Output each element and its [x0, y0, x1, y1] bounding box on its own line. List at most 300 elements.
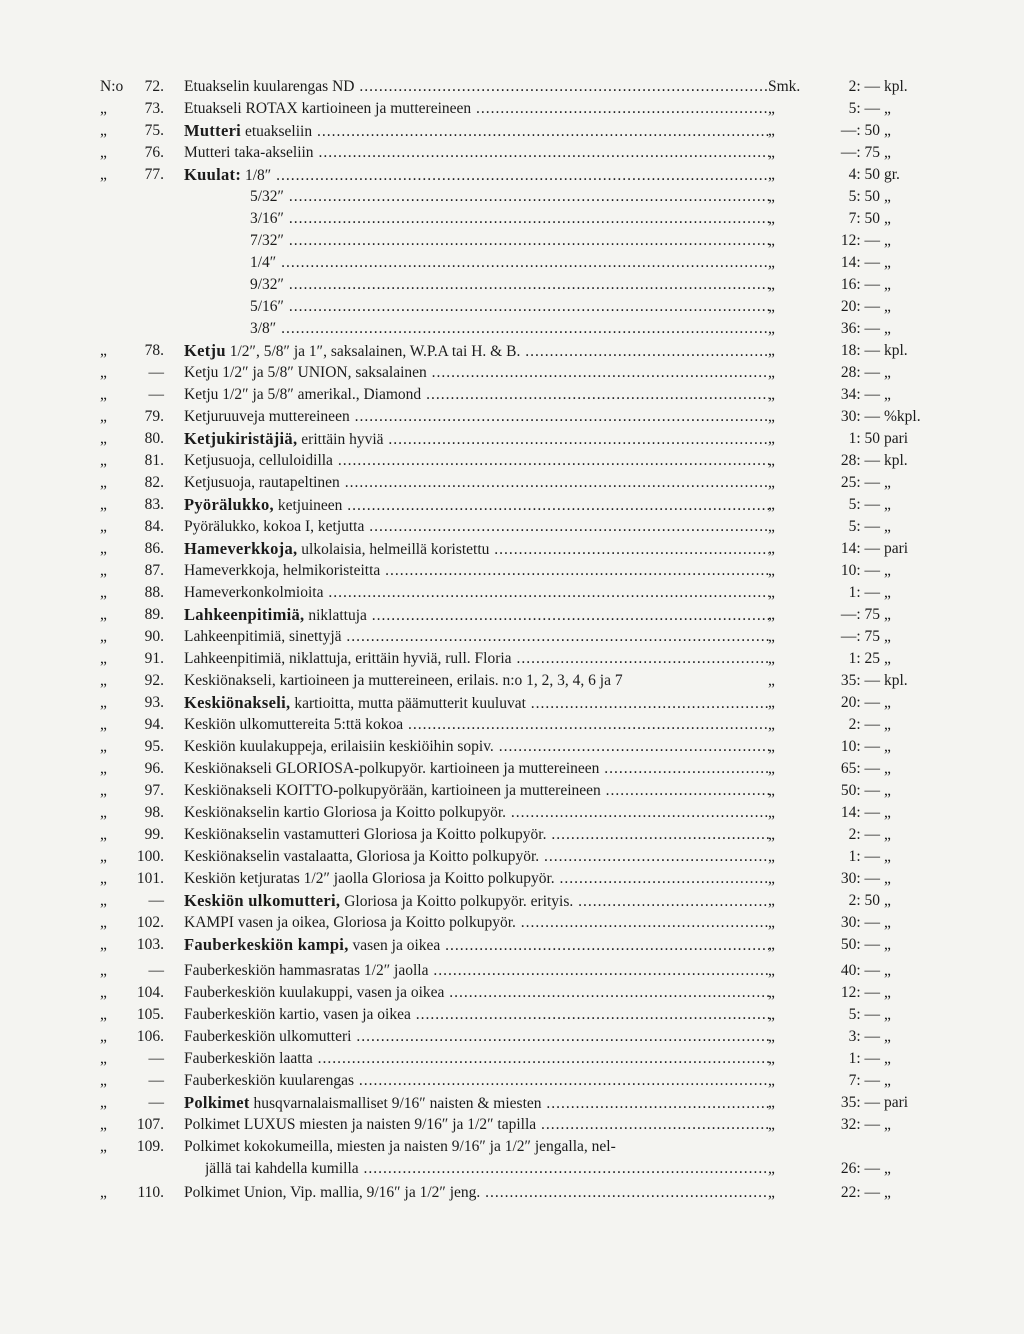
unit: „	[884, 1050, 891, 1067]
item-number: 91.	[144, 650, 164, 667]
item-number: 107.	[136, 1116, 164, 1133]
item-number: 81.	[144, 452, 164, 469]
unit: „	[884, 496, 891, 513]
item-number: 75.	[144, 122, 164, 139]
currency: „	[768, 1006, 775, 1023]
price: 20: —	[840, 298, 880, 315]
list-item	[0, 846, 1024, 867]
list-item	[0, 670, 1024, 691]
item-description: Pyörälukko, ketjuineen .....	[184, 494, 769, 516]
currency: „	[768, 716, 775, 733]
price: 35: —	[840, 672, 880, 689]
item-number: 99.	[144, 826, 164, 843]
price: 30: —	[840, 408, 880, 425]
unit: „	[884, 1160, 891, 1177]
row-prefix: „	[100, 342, 107, 359]
row-prefix: „	[100, 1184, 107, 1201]
price: 2: —	[848, 826, 880, 843]
item-number: 72.	[144, 78, 164, 95]
row-prefix: „	[100, 584, 107, 601]
item-description: 9/32″ .....	[250, 274, 769, 295]
row-prefix: „	[100, 100, 107, 117]
row-prefix: „	[100, 672, 107, 689]
row-prefix: „	[100, 804, 107, 821]
price: 4: 50	[848, 166, 880, 183]
unit: kpl.	[884, 452, 908, 469]
row-prefix: „	[100, 760, 107, 777]
unit: „	[884, 738, 891, 755]
row-prefix: „	[100, 694, 107, 711]
price: 50: —	[840, 782, 880, 799]
unit: „	[884, 694, 891, 711]
list-item	[0, 450, 1024, 471]
item-number: 100.	[136, 848, 164, 865]
item-description: Lahkeenpitimiä, sinettyjä .....	[184, 626, 769, 647]
list-item	[0, 516, 1024, 537]
unit: pari	[884, 430, 909, 447]
unit: „	[884, 144, 891, 161]
unit: kpl.	[884, 342, 908, 359]
currency: „	[768, 298, 775, 315]
currency: „	[768, 738, 775, 755]
item-number: 101.	[136, 870, 164, 887]
item-number: —	[148, 386, 164, 403]
row-prefix: „	[100, 870, 107, 887]
unit: pari	[884, 1094, 909, 1111]
item-description: Etuakselin kuularengas ND .....	[184, 76, 769, 97]
price: 7: 50	[848, 210, 880, 227]
unit: „	[884, 870, 891, 887]
row-prefix: „	[100, 1094, 107, 1111]
row-prefix: „	[100, 430, 107, 447]
unit: „	[884, 804, 891, 821]
row-prefix: „	[100, 364, 107, 381]
list-item	[0, 648, 1024, 669]
list-item	[0, 868, 1024, 889]
row-prefix: „	[100, 848, 107, 865]
unit: „	[884, 628, 891, 645]
list-item	[0, 120, 1024, 141]
item-number: 84.	[144, 518, 164, 535]
unit: „	[884, 650, 891, 667]
row-prefix: „	[100, 1050, 107, 1067]
price: 14: —	[840, 540, 880, 557]
item-number: 95.	[144, 738, 164, 755]
currency: „	[768, 232, 775, 249]
currency: „	[768, 1116, 775, 1133]
list-item	[0, 142, 1024, 163]
currency: „	[768, 320, 775, 337]
list-item	[0, 582, 1024, 603]
list-item	[0, 604, 1024, 625]
currency: „	[768, 430, 775, 447]
item-number: 86.	[144, 540, 164, 557]
list-item	[0, 736, 1024, 757]
item-description: Etuakseli ROTAX kartioineen ja muttereineen .....	[184, 98, 769, 119]
price: 10: —	[840, 562, 880, 579]
currency: „	[768, 144, 775, 161]
item-number: 106.	[136, 1028, 164, 1045]
price: 10: —	[840, 738, 880, 755]
price: 2: —	[848, 716, 880, 733]
currency: „	[768, 914, 775, 931]
unit: „	[884, 584, 891, 601]
currency: „	[768, 1160, 775, 1177]
item-description: Hameverkkoja, helmikoristeitta .....	[184, 560, 769, 581]
item-number: 92.	[144, 672, 164, 689]
item-description: 5/16″ .....	[250, 296, 769, 317]
unit: kpl.	[884, 78, 908, 95]
list-item	[0, 406, 1024, 427]
item-number: —	[148, 1072, 164, 1089]
list-item	[0, 538, 1024, 559]
row-prefix: „	[100, 914, 107, 931]
item-description: Hameverkonkolmioita .....	[184, 582, 769, 603]
price: 65: —	[840, 760, 880, 777]
item-description: Fauberkeskiön kartio, vasen ja oikea .....	[184, 1004, 769, 1025]
row-prefix: „	[100, 474, 107, 491]
row-prefix: „	[100, 1138, 107, 1155]
list-item	[0, 758, 1024, 779]
item-number: 98.	[144, 804, 164, 821]
price: 25: —	[840, 474, 880, 491]
item-number: 96.	[144, 760, 164, 777]
currency: „	[768, 386, 775, 403]
item-description: Keskiönakselin vastalaatta, Gloriosa ja Koitto polkupyör. .....	[184, 846, 769, 867]
row-prefix: „	[100, 984, 107, 1001]
price: 16: —	[840, 276, 880, 293]
item-description: Keskiön ketjuratas 1/2″ jaolla Gloriosa ja Koitto polkupyör. .....	[184, 868, 769, 889]
list-item	[0, 208, 1024, 229]
list-item	[0, 1158, 1024, 1179]
item-number: 82.	[144, 474, 164, 491]
item-number: 104.	[136, 984, 164, 1001]
item-number: —	[148, 1094, 164, 1111]
price: 7: —	[848, 1072, 880, 1089]
row-prefix: „	[100, 540, 107, 557]
unit: „	[884, 962, 891, 979]
item-description: Hameverkkoja, ulkolaisia, helmeillä koristettu .....	[184, 538, 769, 560]
list-item	[0, 318, 1024, 339]
price: 34: —	[840, 386, 880, 403]
price: 5: —	[848, 496, 880, 513]
item-description: 3/8″ .....	[250, 318, 769, 339]
currency: „	[768, 166, 775, 183]
list-item	[0, 960, 1024, 981]
unit: „	[884, 782, 891, 799]
item-description: Keskiönakseli, kartioitta, mutta päämutterit kuuluvat .....	[184, 692, 769, 714]
unit: „	[884, 892, 891, 909]
currency: „	[768, 848, 775, 865]
unit: „	[884, 100, 891, 117]
item-number: 87.	[144, 562, 164, 579]
price: 18: —	[840, 342, 880, 359]
row-prefix: „	[100, 716, 107, 733]
row-prefix: „	[100, 1072, 107, 1089]
item-description: 7/32″ .....	[250, 230, 769, 251]
item-number: 76.	[144, 144, 164, 161]
item-number: 78.	[144, 342, 164, 359]
list-item	[0, 428, 1024, 449]
currency: „	[768, 584, 775, 601]
currency: „	[768, 210, 775, 227]
currency: „	[768, 342, 775, 359]
item-description: Fauberkeskiön ulkomutteri .....	[184, 1026, 769, 1047]
item-number: 97.	[144, 782, 164, 799]
currency: „	[768, 804, 775, 821]
item-description: Fauberkeskiön hammasratas 1/2″ jaolla .....	[184, 960, 769, 981]
unit: „	[884, 474, 891, 491]
list-item	[0, 494, 1024, 515]
item-number: 109.	[136, 1138, 164, 1155]
item-description: Mutteri etuakseliin .....	[184, 120, 769, 142]
unit: %kpl.	[884, 408, 921, 425]
item-number: 79.	[144, 408, 164, 425]
item-description: Polkimet LUXUS miesten ja naisten 9/16″ ja 1/2″ tapilla .....	[184, 1114, 769, 1135]
currency: „	[768, 518, 775, 535]
list-item	[0, 692, 1024, 713]
item-description: Polkimet kokokumeilla, miesten ja naisten 9/16″ ja 1/2″ jengalla, nel-	[184, 1138, 616, 1155]
list-item	[0, 714, 1024, 735]
unit: „	[884, 320, 891, 337]
currency: „	[768, 276, 775, 293]
price: 1: —	[848, 848, 880, 865]
currency: „	[768, 672, 775, 689]
list-item	[0, 252, 1024, 273]
unit: kpl.	[884, 672, 908, 689]
item-description: Fauberkeskiön laatta .....	[184, 1048, 769, 1069]
unit: „	[884, 562, 891, 579]
item-description: Ketjusuoja, celluloidilla .....	[184, 450, 769, 471]
item-description: Lahkeenpitimiä, niklattuja .....	[184, 604, 769, 626]
unit: „	[884, 1184, 891, 1201]
currency: „	[768, 650, 775, 667]
currency: „	[768, 122, 775, 139]
list-item	[0, 186, 1024, 207]
currency: „	[768, 1072, 775, 1089]
row-prefix: „	[100, 738, 107, 755]
list-item	[0, 362, 1024, 383]
row-prefix: „	[100, 962, 107, 979]
list-item	[0, 560, 1024, 581]
row-prefix: „	[100, 650, 107, 667]
price: 14: —	[840, 804, 880, 821]
item-description: Ketjuruuveja muttereineen .....	[184, 406, 769, 427]
currency: „	[768, 1050, 775, 1067]
unit: „	[884, 210, 891, 227]
unit: „	[884, 364, 891, 381]
item-number: 110.	[137, 1184, 164, 1201]
item-description: Keskiön kuulakuppeja, erilaisiin keskiöihin sopiv. .....	[184, 736, 769, 757]
currency: „	[768, 760, 775, 777]
item-description: Ketjusuoja, rautapeltinen .....	[184, 472, 769, 493]
row-prefix: „	[100, 1006, 107, 1023]
list-item	[0, 890, 1024, 911]
list-item	[0, 274, 1024, 295]
currency: „	[768, 254, 775, 271]
unit: „	[884, 276, 891, 293]
list-item	[0, 912, 1024, 933]
currency: „	[768, 936, 775, 953]
item-number: —	[148, 892, 164, 909]
item-description: Keskiönakselin vastamutteri Gloriosa ja Koitto polkupyör. .....	[184, 824, 769, 845]
currency: „	[768, 474, 775, 491]
row-prefix: „	[100, 782, 107, 799]
list-item	[0, 98, 1024, 119]
currency: „	[768, 100, 775, 117]
row-prefix: „	[100, 628, 107, 645]
price: 14: —	[840, 254, 880, 271]
row-prefix: „	[100, 166, 107, 183]
unit: „	[884, 936, 891, 953]
unit: „	[884, 760, 891, 777]
list-item	[0, 1004, 1024, 1025]
unit: „	[884, 518, 891, 535]
unit: „	[884, 232, 891, 249]
item-description: Kuulat: 1/8″ .....	[184, 164, 769, 186]
price: 3: —	[848, 1028, 880, 1045]
price: 2: 50	[848, 892, 880, 909]
item-description: 3/16″ .....	[250, 208, 769, 229]
row-prefix: „	[100, 892, 107, 909]
currency: „	[768, 364, 775, 381]
list-item	[0, 982, 1024, 1003]
list-item	[0, 1026, 1024, 1047]
item-description: Keskiönakseli KOITTO-polkupyörään, kartioineen ja muttereineen .....	[184, 780, 769, 801]
row-prefix: „	[100, 936, 107, 953]
list-item	[0, 1070, 1024, 1091]
item-description: Keskiönakseli GLORIOSA-polkupyör. kartioineen ja muttereineen .....	[184, 758, 769, 779]
unit: „	[884, 1116, 891, 1133]
item-number: —	[148, 962, 164, 979]
list-item	[0, 1136, 1024, 1157]
list-item	[0, 230, 1024, 251]
price: 28: —	[840, 364, 880, 381]
list-item	[0, 76, 1024, 97]
item-description: Ketju 1/2″ ja 5/8″ amerikal., Diamond .....	[184, 384, 769, 405]
item-description: Ketju 1/2″, 5/8″ ja 1″, saksalainen, W.P.A tai H. & B. .....	[184, 340, 769, 362]
price: 26: —	[840, 1160, 880, 1177]
item-number: 80.	[144, 430, 164, 447]
row-prefix: „	[100, 496, 107, 513]
unit: „	[884, 716, 891, 733]
price: —: 75	[840, 144, 880, 161]
row-prefix: „	[100, 1028, 107, 1045]
unit: „	[884, 386, 891, 403]
price: 5: —	[848, 100, 880, 117]
unit: gr.	[884, 166, 900, 183]
list-item	[0, 340, 1024, 361]
price: —: 75	[840, 606, 880, 623]
list-item	[0, 780, 1024, 801]
item-number: 77.	[144, 166, 164, 183]
price: 1: 50	[848, 430, 880, 447]
row-prefix: „	[100, 826, 107, 843]
item-number: 73.	[144, 100, 164, 117]
unit: „	[884, 1072, 891, 1089]
item-description: Keskiön ulkomuttereita 5:ttä kokoa .....	[184, 714, 769, 735]
price: 2: —	[848, 78, 880, 95]
currency: Smk.	[768, 78, 801, 95]
unit: „	[884, 826, 891, 843]
currency: „	[768, 606, 775, 623]
row-prefix: „	[100, 606, 107, 623]
currency: „	[768, 1028, 775, 1045]
currency: „	[768, 870, 775, 887]
item-description: Keskiön ulkomutteri, Gloriosa ja Koitto polkupyör. erityis. .....	[184, 890, 769, 912]
unit: „	[884, 1006, 891, 1023]
price: 40: —	[840, 962, 880, 979]
price: 1: —	[848, 1050, 880, 1067]
item-number: 89.	[144, 606, 164, 623]
price: 35: —	[840, 1094, 880, 1111]
price: 12: —	[840, 232, 880, 249]
item-description: KAMPI vasen ja oikea, Gloriosa ja Koitto polkupyör. .....	[184, 912, 769, 933]
item-description: Polkimet husqvarnalaismalliset 9/16″ naisten & miesten .....	[184, 1092, 769, 1114]
unit: „	[884, 298, 891, 315]
list-item	[0, 1048, 1024, 1069]
list-item	[0, 164, 1024, 185]
price: —: 75	[840, 628, 880, 645]
price: 22: —	[840, 1184, 880, 1201]
price: 36: —	[840, 320, 880, 337]
item-number: 94.	[144, 716, 164, 733]
row-prefix: „	[100, 518, 107, 535]
unit: „	[884, 984, 891, 1001]
list-item	[0, 934, 1024, 955]
row-prefix: „	[100, 122, 107, 139]
item-number: 88.	[144, 584, 164, 601]
row-prefix: „	[100, 562, 107, 579]
price: 5: —	[848, 1006, 880, 1023]
currency: „	[768, 782, 775, 799]
list-item	[0, 1092, 1024, 1113]
item-description: Keskiönakseli, kartioineen ja muttereineen, erilais. n:o 1, 2, 3, 4, 6 ja 7	[184, 672, 623, 689]
list-item	[0, 384, 1024, 405]
price: 5: 50	[848, 188, 880, 205]
item-number: 102.	[136, 914, 164, 931]
item-number: 90.	[144, 628, 164, 645]
price: 30: —	[840, 914, 880, 931]
item-number: 93.	[144, 694, 164, 711]
price: 20: —	[840, 694, 880, 711]
item-description: Mutteri taka-akseliin .....	[184, 142, 769, 163]
price: 50: —	[840, 936, 880, 953]
price: 12: —	[840, 984, 880, 1001]
item-description: Fauberkeskiön kuularengas .....	[184, 1070, 769, 1091]
unit: „	[884, 848, 891, 865]
item-number: 105.	[136, 1006, 164, 1023]
item-description: Ketju 1/2″ ja 5/8″ UNION, saksalainen .....	[184, 362, 769, 383]
item-description: Fauberkeskiön kuulakuppi, vasen ja oikea .....	[184, 982, 769, 1003]
row-prefix: „	[100, 452, 107, 469]
item-number: 83.	[144, 496, 164, 513]
item-description: Keskiönakselin kartio Gloriosa ja Koitto polkupyör. .....	[184, 802, 769, 823]
unit: pari	[884, 540, 909, 557]
currency: „	[768, 892, 775, 909]
item-description: Ketjukiristäjiä, erittäin hyviä .....	[184, 428, 769, 450]
price: 1: 25	[848, 650, 880, 667]
item-description: 1/4″ .....	[250, 252, 769, 273]
list-item	[0, 1182, 1024, 1203]
row-prefix: „	[100, 386, 107, 403]
item-description: Lahkeenpitimiä, niklattuja, erittäin hyviä, rull. Floria .....	[184, 648, 769, 669]
item-number: —	[148, 1050, 164, 1067]
price: 28: —	[840, 452, 880, 469]
item-number: —	[148, 364, 164, 381]
price: 32: —	[840, 1116, 880, 1133]
currency: „	[768, 408, 775, 425]
